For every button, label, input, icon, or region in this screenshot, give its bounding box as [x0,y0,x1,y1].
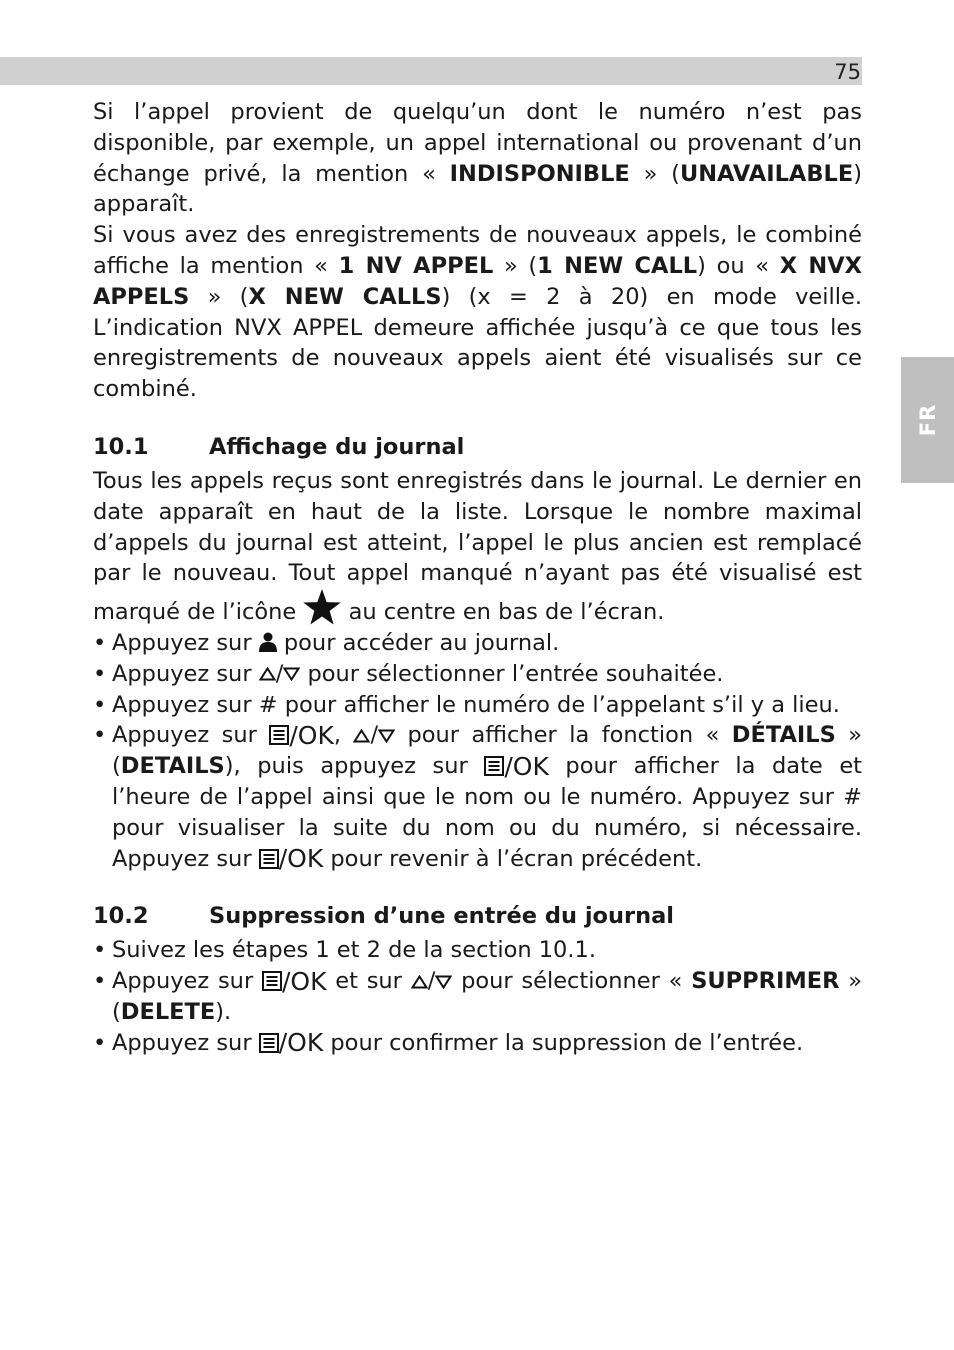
menu-key-icon [259,1033,279,1053]
page-content [93,97,862,1059]
menu-key-icon [259,849,279,869]
language-tab [901,357,954,483]
contact-person-icon [259,632,277,652]
down-arrow-icon [435,975,452,989]
header-band [0,57,862,85]
intro-paragraph-2: Si vous avez des enregistrements de nouveaux appels, le combiné affiche la mention « 1 NV APPEL » (1 NEW CALL) ou « X NVX APPELS » (X NEW CALLS) (x = 2 à 20) en mode veille. L’indication NVX APPEL demeure affichée jusqu’à ce que tous les enregistrements de nouveaux appels aient été visualisés sur ce combiné. [93,222,862,403]
list-item: • Appuyez sur / OK et sur / pour sélectionner « SUPPRIMER » (DELETE). [93,966,862,1028]
star-icon [303,589,341,625]
up-arrow-icon [353,729,370,743]
list-item: • Appuyez sur pour accéder au journal. [93,628,862,659]
list-item: • Appuyez sur # pour afficher le numéro de l’appelant s’il y a lieu. [93,690,862,721]
down-arrow-icon [283,667,300,681]
list-item: • Appuyez sur / OK pour confirmer la suppression de l’entrée. [93,1028,862,1059]
list-item: • Appuyez sur / OK , / pour afficher la fonction « DÉTAILS » (DETAILS), puis appuyez sur / OK pour afficher la date et l’heure de l’appel ainsi que le nom ou le numéro. Appuyez sur # pour visualiser la suite du nom ou du numéro, si nécessaire. Appuyez sur / OK pour revenir à l’écran précédent. [93,720,862,874]
menu-key-icon [484,756,504,776]
list-item: • Appuyez sur / pour sélectionner l’entrée souhaitée. [93,659,862,690]
section2-steps [93,935,862,1058]
menu-ok-key: / OK [484,754,549,779]
menu-ok-key: / OK [269,723,334,748]
page-number: 75 [834,60,861,84]
menu-ok-key: / OK [262,969,327,994]
list-item: • Suivez les étapes 1 et 2 de la section 10.1. [93,935,862,966]
up-arrow-icon [411,975,428,989]
menu-key-icon [269,725,289,745]
menu-key-icon [262,971,282,991]
language-tab-label: FR [915,403,940,437]
section1-paragraph: Tous les appels reçus sont enregistrés dans le journal. Le dernier en date apparaît en haut de la liste. Lorsque le nombre maximal d’appels du journal est atteint, l’appel le plus ancien est remplacé par le nouveau. Tout appel manqué n’ayant pas été visualisé est marqué de l’icône au centre en bas de l’écran. [93,467,862,626]
section-heading-10-2: 10.2 Suppression d’une entrée du journal [93,903,675,930]
intro-paragraph-1: Si l’appel provient de quelqu’un dont le numéro n’est pas disponible, par exemple, un appel international ou provenant d’un échange privé, la mention « INDISPONIBLE » (UNAVAILABLE) apparaît. [93,99,862,218]
section-heading-10-1: 10.1 Affichage du journal [93,433,465,460]
menu-ok-key: / OK [259,846,324,871]
menu-ok-key: / OK [259,1030,324,1055]
section1-steps [93,628,862,874]
up-arrow-icon [259,667,276,681]
down-arrow-icon [378,729,395,743]
